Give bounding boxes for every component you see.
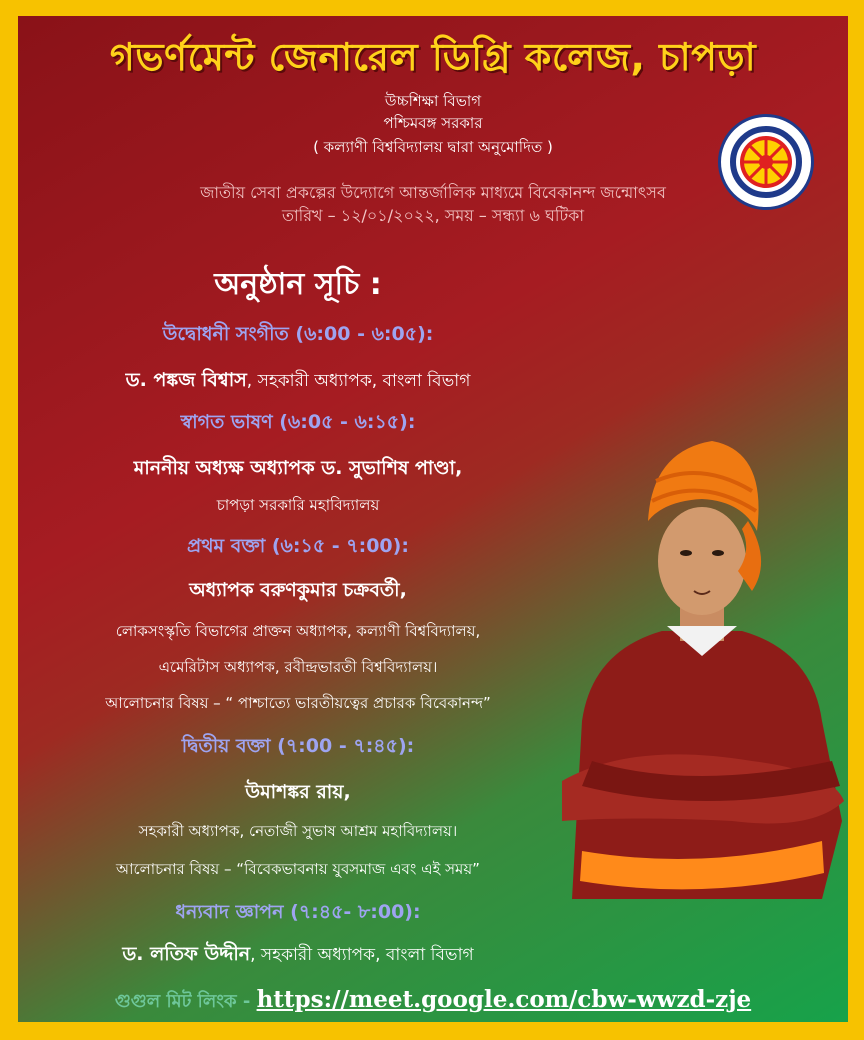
speaker-name: ড. পঙ্কজ বিশ্বাস (125, 369, 247, 391)
speaker-line (18, 366, 578, 398)
speaker-role: লোকসংস্কৃতি বিভাগের প্রাক্তন অধ্যাপক, কল্যাণী বিশ্ববিদ্যালয়, (115, 622, 481, 640)
speaker-role: , সহকারী অধ্যাপক, বাংলা বিভাগ (250, 945, 474, 965)
speaker-role: চাপড়া সরকারি মহাবিদ্যালয় (216, 496, 380, 514)
affiliation-text: ( কল্যাণী বিশ্ববিদ্যালয় দ্বারা অনুমোদিত ) (313, 138, 553, 156)
speaker-name: ড. লতিফ উদ্দীন (122, 943, 251, 965)
nss-wheel-icon (721, 117, 811, 207)
speaker-role: সহকারী অধ্যাপক, নেতাজী সুভাষ আশ্রম মহাবিদ্যালয়। (138, 822, 458, 840)
poster (18, 16, 848, 1022)
speaker-name: অধ্যাপক বরুণকুমার চক্রবর্তী, (189, 579, 407, 601)
speaker-name: মাননীয় অধ্যক্ষ অধ্যাপক ড. সুভাশিষ পাণ্ডা, (133, 457, 463, 479)
meet-link-line (18, 986, 848, 1018)
section-second-speaker: দ্বিতীয় বক্তা (৭:00 - ৭:৪৫): (181, 735, 415, 757)
program-heading: অনুষ্ঠান সূচি : (214, 267, 382, 302)
speaker-name: উমাশঙ্কর রায়, (245, 781, 351, 803)
section-first-speaker: প্রথম বক্তা (৬:১৫ - ৭:00): (187, 535, 409, 557)
talk-topic: আলোচনার বিষয় – “ পাশ্চাত্যে ভারতীয়ত্বের প্রচারক বিবেকানন্দ” (105, 694, 491, 712)
speaker-line (18, 940, 578, 972)
speaker-role: এমেরিটাস অধ্যাপক, রবীন্দ্রভারতী বিশ্ববিদ্যালয়। (158, 658, 438, 676)
section-vote-of-thanks: ধন্যবাদ জ্ঞাপন (৭:৪৫- ৮:00): (175, 901, 421, 923)
vivekananda-portrait (552, 421, 848, 899)
meet-label: গুগুল মিট লিংক - (114, 991, 257, 1012)
section-opening-song: উদ্বোধনী সংগীত (৬:00 - ৬:0৫): (162, 323, 434, 345)
event-date-time: তারিখ – ১২/০১/২০২২, সময় – সন্ধ্যা ৬ ঘটিকা (282, 206, 584, 225)
nss-logo (718, 114, 814, 210)
event-description: জাতীয় সেবা প্রকল্পের উদ্যোগে আন্তর্জালিক মাধ্যমে বিবেকানন্দ জন্মোৎসব (200, 183, 666, 202)
google-meet-link[interactable]: https://meet.google.com/cbw-wwzd-zje (256, 986, 752, 1013)
department-text: উচ্চশিক্ষা বিভাগ (384, 92, 482, 110)
government-text: পশ্চিমবঙ্গ সরকার (383, 114, 483, 132)
college-title: গভর্ণমেন্ট জেনারেল ডিগ্রি কলেজ, চাপড়া (109, 35, 757, 79)
talk-topic: আলোচনার বিষয় – “বিবেকভাবনায় যুবসমাজ এবং এই সময়” (116, 860, 480, 878)
section-welcome-speech: স্বাগত ভাষণ (৬:0৫ - ৬:১৫): (180, 411, 416, 433)
speaker-role: , সহকারী অধ্যাপক, বাংলা বিভাগ (246, 371, 471, 391)
